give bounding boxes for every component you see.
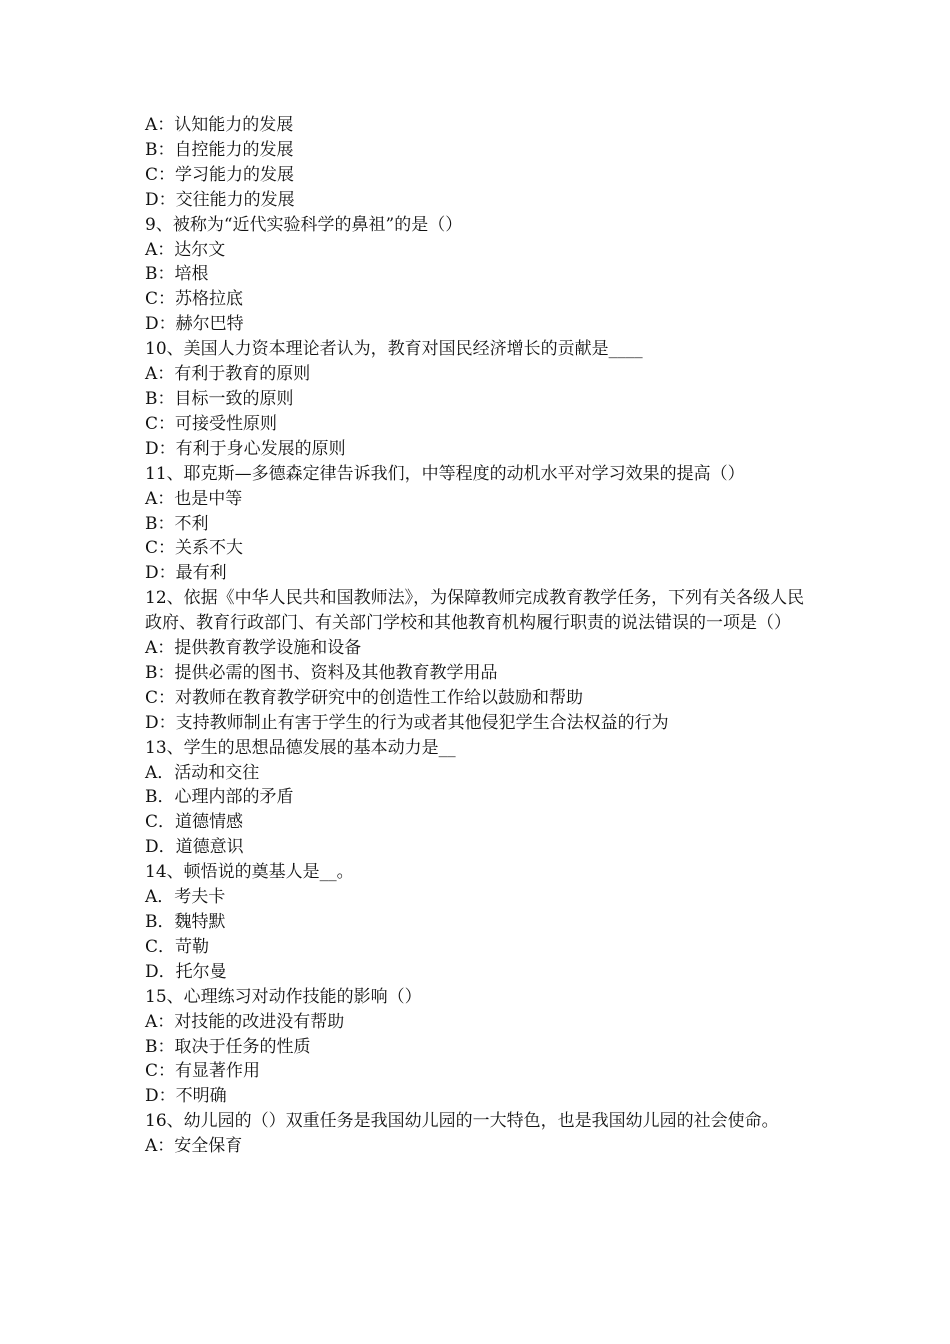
q12-option-d: D：支持教师制止有害于学生的行为或者其他侵犯学生合法权益的行为 bbox=[145, 712, 669, 733]
q11-option-d: D：最有利 bbox=[145, 563, 227, 584]
document-page bbox=[145, 113, 815, 1159]
q14-option-c: C．苛勒 bbox=[145, 936, 210, 957]
q10-option-c: C：可接受性原则 bbox=[145, 413, 278, 434]
q12-option-c: C：对教师在教育教学研究中的创造性工作给以鼓励和帮助 bbox=[145, 687, 584, 708]
q8-option-d: D：交往能力的发展 bbox=[145, 189, 295, 210]
question-9: 9、被称为“近代实验科学的鼻祖”的是（） bbox=[145, 214, 463, 235]
q11-option-b: B：不利 bbox=[145, 513, 209, 534]
q9-option-b: B：培根 bbox=[145, 264, 209, 285]
question-11: 11、耶克斯—多德森定律告诉我们，中等程度的动机水平对学习效果的提高（） bbox=[145, 463, 745, 484]
q13-option-c: C．道德情感 bbox=[145, 812, 244, 833]
q15-option-c: C：有显著作用 bbox=[145, 1061, 261, 1082]
q9-option-d: D：赫尔巴特 bbox=[145, 314, 244, 335]
question-14: 14、顿悟说的奠基人是__。 bbox=[145, 862, 354, 883]
q12-option-b: B：提供必需的图书、资料及其他教育教学用品 bbox=[145, 662, 498, 683]
q15-option-d: D：不明确 bbox=[145, 1086, 227, 1107]
q14-option-a: A．考夫卡 bbox=[145, 887, 226, 908]
q12-option-a: A：提供教育教学设施和设备 bbox=[145, 638, 362, 659]
question-13: 13、学生的思想品德发展的基本动力是__ bbox=[145, 737, 456, 758]
q15-option-b: B：取决于任务的性质 bbox=[145, 1036, 311, 1057]
question-10: 10、美国人力资本理论者认为，教育对国民经济增长的贡献是____ bbox=[145, 339, 643, 360]
q14-option-d: D．托尔曼 bbox=[145, 961, 227, 982]
question-16: 16、幼儿园的（）双重任务是我国幼儿园的一大特色，也是我国幼儿园的社会使命。 bbox=[145, 1111, 779, 1132]
q11-option-a: A：也是中等 bbox=[145, 488, 243, 509]
question-15: 15、心理练习对动作技能的影响（） bbox=[145, 986, 422, 1007]
q9-option-a: A：达尔文 bbox=[145, 239, 226, 260]
q16-option-a: A：安全保育 bbox=[145, 1136, 243, 1157]
q10-option-a: A：有利于教育的原则 bbox=[145, 364, 311, 385]
q11-option-c: C：关系不大 bbox=[145, 538, 244, 559]
q9-option-c: C：苏格拉底 bbox=[145, 289, 244, 310]
q8-option-c: C：学习能力的发展 bbox=[145, 164, 295, 185]
q8-option-b: B：自控能力的发展 bbox=[145, 139, 294, 160]
q14-option-b: B．魏特默 bbox=[145, 912, 226, 932]
q13-option-a: A．活动和交往 bbox=[145, 762, 260, 783]
q10-option-d: D：有利于身心发展的原则 bbox=[145, 438, 346, 459]
q13-option-d: D．道德意识 bbox=[145, 837, 244, 858]
q10-option-b: B：目标一致的原则 bbox=[145, 388, 294, 409]
q8-option-a: A：认知能力的发展 bbox=[145, 115, 294, 135]
q15-option-a: A：对技能的改进没有帮助 bbox=[145, 1011, 345, 1032]
q13-option-b: B．心理内部的矛盾 bbox=[145, 787, 294, 808]
question-12: 12、依据《中华人民共和国教师法》，为保障教师完成教育教学任务，下列有关各级人民政府、教育行政部门、有关部门学校和其他教育机构履行职责的说法错误的一项是（） bbox=[145, 588, 805, 634]
